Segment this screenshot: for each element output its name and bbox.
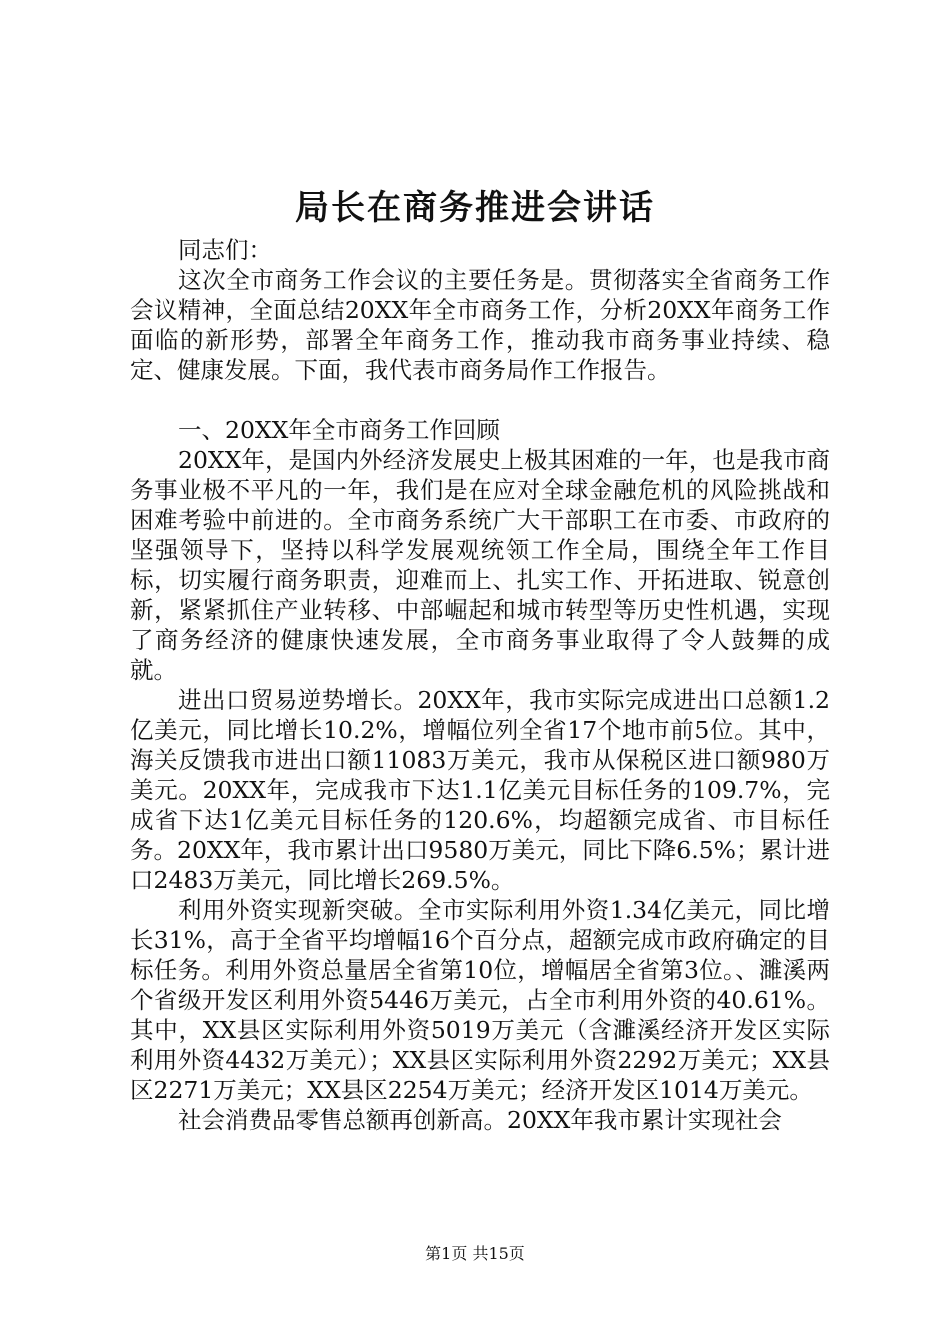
paragraph-retail: 社会消费品零售总额再创新高。20XX年我市累计实现社会	[178, 1106, 782, 1134]
paragraph-investment: 利用外资实现新突破。全市实际利用外资1.34亿美元，同比增长31%，高于全省平均增幅16个百分点，超额完成市政府确定的目标任务。利用外资总量居全省第10位，增幅居全省第3位。、濉溪两个省级开发区利用外资5446万美元，占全市利用外资的40.61%。其中，XX县区实际利用外资5019万美元（含濉溪经济开发区实际利用外资4432万美元）；XX县区实际利用外资2292万美元；XX县区2271万美元；XX县区2254万美元；经济开发区1014万美元。	[130, 896, 830, 1104]
document-title: 局长在商务推进会讲话	[295, 188, 655, 228]
section-heading: 一、20XX年全市商务工作回顾	[178, 416, 500, 444]
paragraph-review: 20XX年，是国内外经济发展史上极其困难的一年，也是我市商务事业极不平凡的一年，我们是在应对全球金融危机的风险挑战和困难考验中前进的。全市商务系统广大干部职工在市委、市政府的坚强领导下，坚持以科学发展观统领工作全局，围绕全年工作目标，切实履行商务职责，迎难而上、扎实工作、开拓进取、锐意创新，紧紧抓住产业转移、中部崛起和城市转型等历史性机遇，实现了商务经济的健康快速发展，全市商务事业取得了令人鼓舞的成就。	[130, 446, 830, 684]
document-body	[130, 235, 830, 1135]
page-footer: 第1页 共15页	[425, 1244, 525, 1263]
salutation: 同志们：	[178, 236, 272, 264]
paragraph-spacer	[130, 385, 830, 415]
paragraph-intro: 这次全市商务工作会议的主要任务是。贯彻落实全省商务工作会议精神，全面总结20XX年全市商务工作，分析20XX年商务工作面临的新形势，部署全年商务工作，推动我市商务事业持续、稳定、健康发展。下面，我代表市商务局作工作报告。	[130, 266, 830, 384]
paragraph-trade: 进出口贸易逆势增长。20XX年，我市实际完成进出口总额1.2亿美元，同比增长10.2%，增幅位列全省17个地市前5位。其中，海关反馈我市进出口额11083万美元，我市从保税区进口额980万美元。20XX年，完成我市下达1.1亿美元目标任务的109.7%，完成省下达1亿美元目标任务的120.6%，均超额完成省、市目标任务。20XX年，我市累计出口9580万美元，同比下降6.5%；累计进口2483万美元，同比增长269.5%。	[130, 686, 830, 894]
